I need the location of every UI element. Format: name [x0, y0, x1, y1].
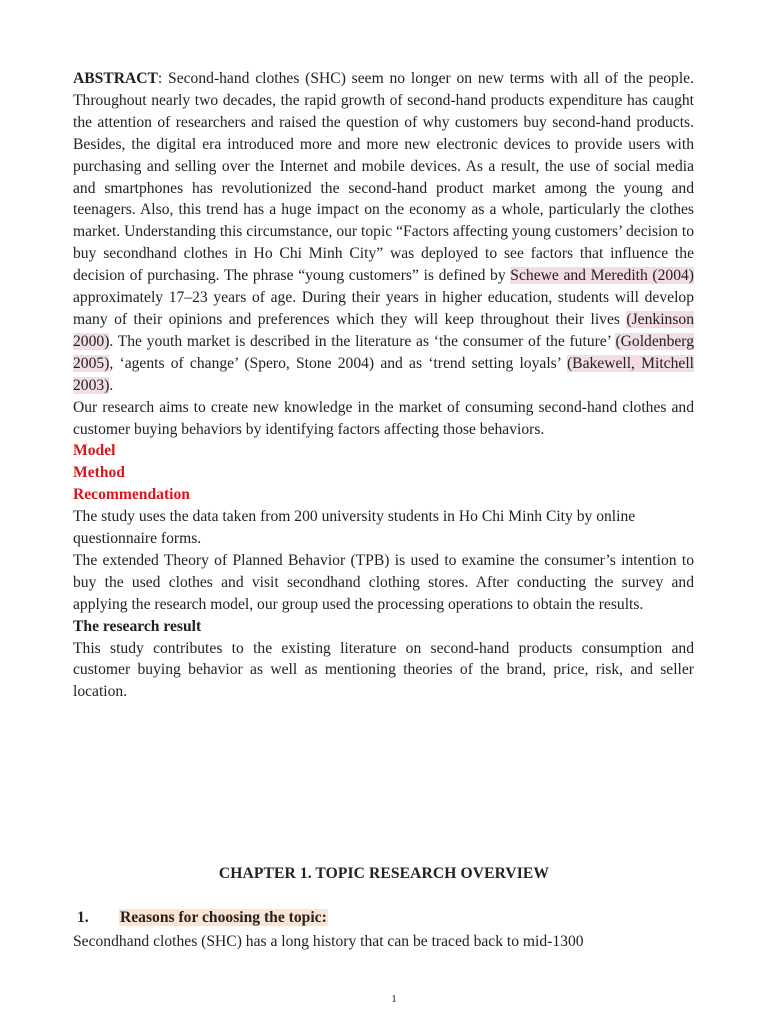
main-text-block [73, 68, 694, 703]
study-data-paragraph: The study uses the data taken from 200 university students in Ho Chi Minh City by online questionnaire forms. [73, 508, 636, 548]
recommendation-label: Recommendation [73, 486, 190, 504]
chapter-heading: CHAPTER 1. TOPIC RESEARCH OVERVIEW [218, 865, 550, 882]
section-number: 1. [77, 909, 89, 926]
abstract-label: ABSTRACT [73, 70, 158, 87]
page-number: 1 [391, 993, 397, 1005]
section-heading [77, 909, 328, 927]
research-result-heading: The research result [73, 617, 202, 635]
section-first-line: Secondhand clothes (SHC) has a long history that can be traced back to mid-1300 [73, 933, 584, 950]
abstract-text-2: approximately 17–23 years of age. During their years in higher education, students will develop many of their opinions and preferences which they will keep throughout their lives [73, 289, 694, 328]
abstract-text-3: . The youth market is described in the literature as ‘the consumer of the future’ [109, 332, 616, 350]
section-title: Reasons for choosing the topic: [120, 909, 327, 926]
citation-bakewell-mitchell: (Bakewell, Mitchell 2003) [73, 354, 694, 394]
citation-schewe-meredith: Schewe and Meredith (2004) [510, 267, 695, 285]
research-result-paragraph: This study contributes to the existing literature on second-hand products consumption and customer buying behavior as well as mentioning theories of the brand, price, risk, and seller location. [73, 639, 694, 701]
citation-goldenberg: (Goldenberg 2005) [73, 332, 694, 372]
abstract-text-1: : Second-hand clothes (SHC) seem no longer on new terms with all of the people. Throughout nearly two decades, the rapid growth of second-hand products expenditure has caught the attention of researchers and raised the question of why customers buy second-hand products. Besides, the digital era introduced more and more new electronic devices to provide users with purchasing and selling over the Internet and mobile devices. As a result, the use of social media and smartphones has revolutionized the second-hand product market among the young and teenagers. Also, this trend has a huge impact on the economy as a whole, particularly the clothes market. Understanding this circumstance, our topic “Factors affecting young customers’ decision to buy secondhand clothes in Ho Chi Minh City” was deployed to see factors that influence the decision of purchasing. The phrase “young customers” is defined by [73, 70, 694, 285]
tpb-paragraph: The extended Theory of Planned Behavior (TPB) is used to examine the consumer’s intention to buy the used clothes and visit secondhand clothing stores. After conducting the survey and applying the research model, our group used the processing operations to obtain the results. [73, 551, 694, 613]
model-label: Model [73, 442, 116, 460]
abstract-text-5: . [109, 376, 114, 394]
abstract-paragraph [73, 68, 694, 397]
citation-jenkinson: (Jenkinson 2000) [73, 310, 694, 350]
research-aim-paragraph: Our research aims to create new knowledge in the market of consuming second-hand clothes and customer buying behaviors by identifying factors affecting those behaviors. [73, 398, 694, 438]
method-label: Method [73, 464, 125, 482]
abstract-text-4: , ‘agents of change’ (Spero, Stone 2004) and as ‘trend setting loyals’ [109, 354, 567, 372]
